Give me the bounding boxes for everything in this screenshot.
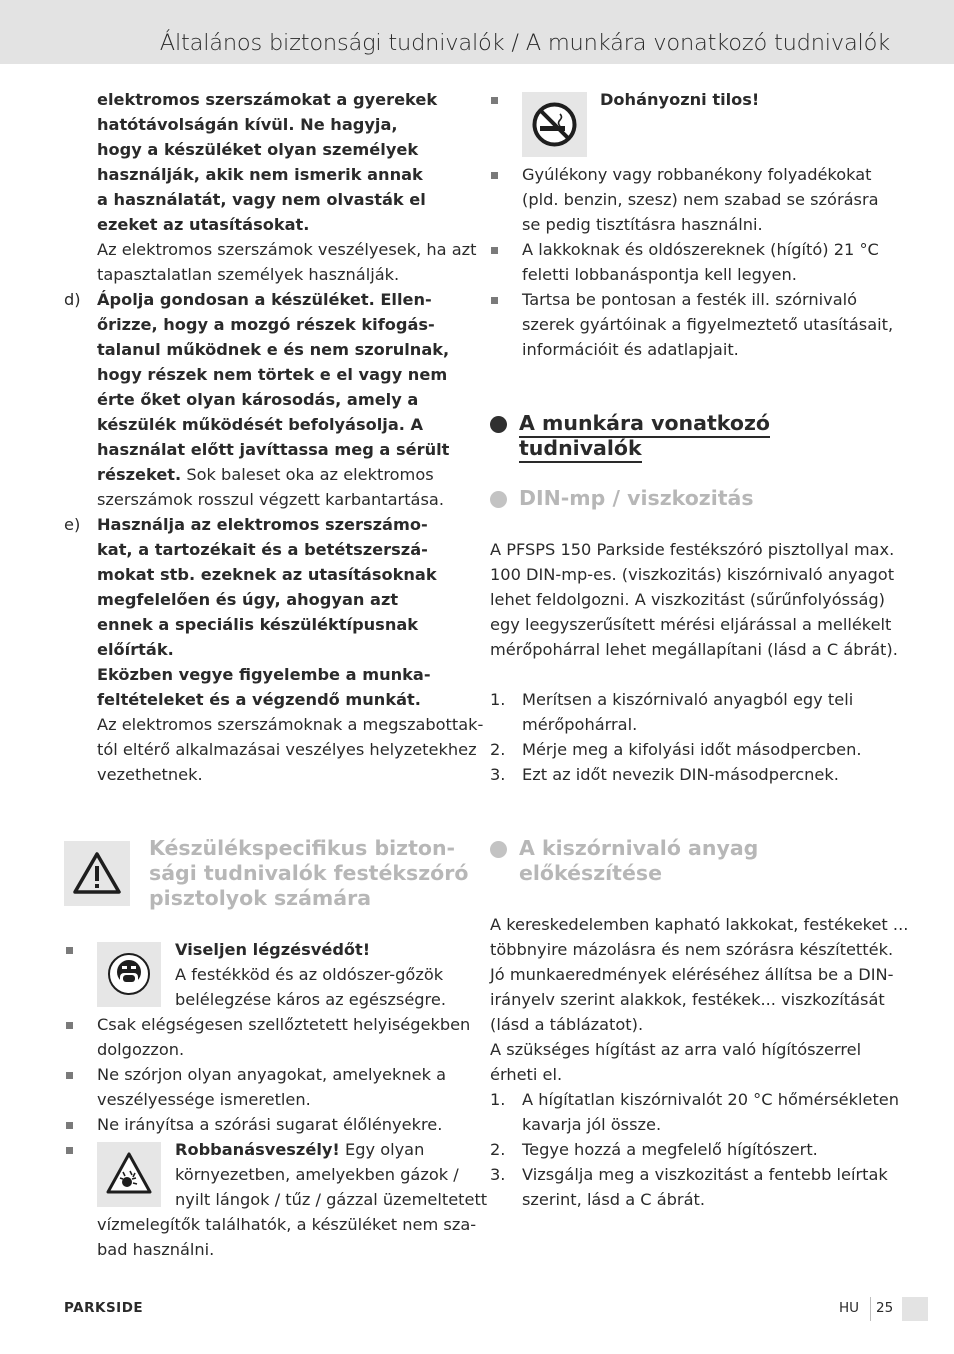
item-d-label: d) bbox=[64, 290, 81, 309]
respirator-icon-box bbox=[97, 942, 161, 1007]
step-text-line: Ezt az időt nevezik DIN-másodpercnek. bbox=[522, 765, 839, 784]
step-number: 1. bbox=[490, 1090, 506, 1109]
explosion-first-line bbox=[175, 1137, 424, 1162]
no-smoking-icon-box bbox=[522, 92, 587, 157]
item-c-bold-line: hatótávolságán kívül. Ne hagyja, bbox=[97, 115, 398, 134]
bullet-text-line: veszélyessége ismeretlen. bbox=[97, 1090, 311, 1109]
step-text-line: kavarja jól össze. bbox=[522, 1115, 662, 1134]
language-code: HU bbox=[839, 1300, 860, 1316]
paragraph-line: mérőpohárral lehet megállapítani (lásd a C ábrát). bbox=[490, 640, 898, 659]
item-d-bold-line: használat előtt javíttassa meg a sérült bbox=[97, 440, 450, 459]
step-text-line: Tegye hozzá a megfelelő hígítószert. bbox=[522, 1140, 818, 1159]
section-title-line: Készülékspecifikus bizton- bbox=[149, 836, 456, 860]
explosion-text-line: bad használni. bbox=[97, 1240, 215, 1259]
explosive-hazard-icon bbox=[97, 1142, 161, 1207]
item-e-text-line: Az elektromos szerszámoknak a megszabottak- bbox=[97, 715, 484, 734]
paragraph-line: irányelv szerint alakkok, festékek... viszkozítását bbox=[490, 990, 885, 1009]
step-text-line: Merítsen a kiszórnivaló anyagból egy teli bbox=[522, 690, 854, 709]
paragraph-line: egy leegyszerűsített mérési eljárással a mellékelt bbox=[490, 615, 892, 634]
item-e-bold-line: kat, a tartozékait és a betétszerszá- bbox=[97, 540, 428, 559]
bullet-square bbox=[66, 1147, 73, 1154]
step-number: 2. bbox=[490, 1140, 506, 1159]
section-heading-text: tudnivalók bbox=[519, 436, 642, 463]
step-text-line: mérőpohárral. bbox=[522, 715, 638, 734]
paragraph-line: A szükséges hígítást az arra való hígítószerrel bbox=[490, 1040, 862, 1059]
bullet-text-line: Ne szórjon olyan anyagokat, amelyeknek a bbox=[97, 1065, 447, 1084]
item-d-text-line: szerszámok rosszul végzett karbantartása. bbox=[97, 490, 444, 509]
item-e-bold-line: ennek a speciális készüléktípusnak bbox=[97, 615, 419, 634]
warning-icon-box bbox=[64, 841, 130, 906]
explosion-text-line: vízmelegítők találhatók, a készüléket nem sza- bbox=[97, 1215, 477, 1234]
bullet-text-line: A lakkoknak és oldószereknek (hígító) 21 °C bbox=[522, 240, 879, 259]
footer-tab bbox=[902, 1297, 928, 1321]
paragraph-line: 100 DIN-mp-es. (viszkozitás) kiszórnivaló anyagot bbox=[490, 565, 895, 584]
item-e-bold-line: mokat stb. ezeknek az utasításoknak bbox=[97, 565, 437, 584]
item-c-bold-line: a használatát, vagy nem olvasták el bbox=[97, 190, 426, 209]
bullet-square bbox=[66, 1122, 73, 1129]
step-text-line: szerint, lásd a C ábrát. bbox=[522, 1190, 705, 1209]
bullet-text-line: Gyúlékony vagy robbanékony folyadékokat bbox=[522, 165, 872, 184]
item-d-text-fragment: Sok baleset oka az elektromos bbox=[181, 465, 434, 484]
bullet-text-line: információit és adatlapjait. bbox=[522, 340, 739, 359]
explosion-text-fragment: Egy olyan bbox=[339, 1140, 425, 1159]
explosion-heading: Robbanásveszély! bbox=[175, 1140, 340, 1159]
section-heading-line bbox=[519, 411, 770, 436]
paragraph-line: többnyire mázolásra és nem szórásra készítették. bbox=[490, 940, 894, 959]
respirator-text-line: belélegzése káros az egészségre. bbox=[175, 990, 446, 1009]
item-d-bold-line: hogy részek nem törtek e el vagy nem bbox=[97, 365, 448, 384]
item-d-mixed-line bbox=[97, 462, 434, 487]
item-d-bold-line: érte őket olyan károsodás, amely a bbox=[97, 390, 419, 409]
bullet-square bbox=[491, 297, 498, 304]
item-c-bold-line: ezeket az utasításokat. bbox=[97, 215, 310, 234]
paragraph-line: A kereskedelemben kapható lakkokat, festékeket ... bbox=[490, 915, 909, 934]
paragraph-line: érheti el. bbox=[490, 1065, 563, 1084]
bullet-text-line: Tartsa be pontosan a festék ill. szórnivaló bbox=[522, 290, 858, 309]
page-title: Általános biztonsági tudnivalók / A munkára vonatkozó tudnivalók bbox=[159, 30, 890, 56]
bullet-square bbox=[491, 172, 498, 179]
item-d-bold-line: őrizze, hogy a mozgó részek kifogás- bbox=[97, 315, 435, 334]
bullet-text-line: szerek gyártóinak a figyelmeztető utasításait, bbox=[522, 315, 894, 334]
step-number: 3. bbox=[490, 1165, 506, 1184]
item-e-bold-line: előírták. bbox=[97, 640, 174, 659]
item-d-bold-line: Ápolja gondosan a készüléket. Ellen- bbox=[97, 290, 432, 309]
bullet-text-line: (pld. benzin, szesz) nem szabad se szórásra bbox=[522, 190, 879, 209]
respirator-mask-icon bbox=[97, 942, 161, 1007]
step-text-line: Vizsgálja meg a viszkozitást a fentebb leírtak bbox=[522, 1165, 888, 1184]
item-c-bold-line: használják, akik nem ismerik annak bbox=[97, 165, 423, 184]
item-e-text-line: tól eltérő alkalmazásai veszélyes helyzetekhez bbox=[97, 740, 477, 759]
item-c-text-line: Az elektromos szerszámok veszélyesek, ha azt bbox=[97, 240, 477, 259]
bullet-square bbox=[66, 1022, 73, 1029]
section-heading-line bbox=[519, 436, 642, 461]
paragraph-line: Jó munkaeredmények eléréséhez állítsa be a DIN- bbox=[490, 965, 894, 984]
step-number: 2. bbox=[490, 740, 506, 759]
bullet-square bbox=[491, 247, 498, 254]
page-number: 25 bbox=[876, 1300, 894, 1316]
step-number: 1. bbox=[490, 690, 506, 709]
heading-bullet bbox=[490, 491, 507, 508]
section-title-line: pisztolyok számára bbox=[149, 886, 372, 910]
prep-heading-line: előkészítése bbox=[519, 861, 662, 885]
din-heading: DIN-mp / viszkozitás bbox=[519, 486, 754, 510]
step-text-line: Mérje meg a kifolyási időt másodpercben. bbox=[522, 740, 862, 759]
bullet-text-line: Ne irányítsa a szórási sugarat élőlényekre. bbox=[97, 1115, 443, 1134]
bullet-text-line: Csak elégségesen szellőztetett helyiségekben bbox=[97, 1015, 471, 1034]
item-e-text-line: vezethetnek. bbox=[97, 765, 203, 784]
item-c-text-line: tapasztalatlan személyek használják. bbox=[97, 265, 400, 284]
step-text-line: A hígítatlan kiszórnivalót 20 °C hőmérsékleten bbox=[522, 1090, 900, 1109]
item-e-bold-line: megfelelően és úgy, ahogyan azt bbox=[97, 590, 399, 609]
explosion-text-line: környezetben, amelyekben gázok / bbox=[175, 1165, 459, 1184]
section-title-line: sági tudnivalók festékszóró bbox=[149, 861, 469, 885]
item-e-bold-line: Használja az elektromos szerszámo- bbox=[97, 515, 428, 534]
prep-heading-line: A kiszórnivaló anyag bbox=[519, 836, 759, 860]
item-e-bold-line: feltételeket és a végzendő munkát. bbox=[97, 690, 421, 709]
paragraph-line: A PFSPS 150 Parkside festékszóró pisztollyal max. bbox=[490, 540, 895, 559]
item-d-bold-line: készülék működését befolyásolja. A bbox=[97, 415, 424, 434]
brand-logo: PARKSIDE bbox=[64, 1300, 144, 1316]
heading-bullet bbox=[490, 841, 507, 858]
bullet-square bbox=[66, 1072, 73, 1079]
no-smoking-heading: Dohányozni tilos! bbox=[600, 90, 760, 109]
item-d-bold-line: talanul működnek e és nem szorulnak, bbox=[97, 340, 450, 359]
item-c-bold-line: hogy a készüléket olyan személyek bbox=[97, 140, 419, 159]
explosion-text-line: nyilt lángok / tűz / gázzal üzemeltetett bbox=[175, 1190, 488, 1209]
heading-bullet bbox=[490, 416, 507, 433]
section-heading-text: A munkára vonatkozó bbox=[519, 411, 770, 438]
page-header bbox=[0, 0, 954, 64]
footer-divider bbox=[870, 1297, 871, 1321]
bullet-text-line: dolgozzon. bbox=[97, 1040, 185, 1059]
respirator-heading: Viseljen légzésvédőt! bbox=[175, 940, 371, 959]
item-c-bold-line: elektromos szerszámokat a gyerekek bbox=[97, 90, 438, 109]
warning-triangle-icon bbox=[64, 841, 130, 906]
explosion-icon-box bbox=[97, 1142, 161, 1207]
bullet-text-line: feletti lobbanáspontja kell legyen. bbox=[522, 265, 797, 284]
step-number: 3. bbox=[490, 765, 506, 784]
paragraph-line: (lásd a táblázatot). bbox=[490, 1015, 644, 1034]
bullet-square bbox=[491, 97, 498, 104]
bullet-text-line: se pedig tisztításra használni. bbox=[522, 215, 763, 234]
no-smoking-icon bbox=[522, 92, 587, 157]
bullet-square bbox=[66, 947, 73, 954]
item-d-bold-fragment: részeket. bbox=[97, 465, 182, 484]
respirator-text-line: A festékköd és az oldószer-gőzök bbox=[175, 965, 444, 984]
item-e-label: e) bbox=[64, 515, 81, 534]
paragraph-line: lehet feldolgozni. A viszkozitást (sűrűnfolyósság) bbox=[490, 590, 885, 609]
item-e-bold-line: Eközben vegye figyelembe a munka- bbox=[97, 665, 431, 684]
